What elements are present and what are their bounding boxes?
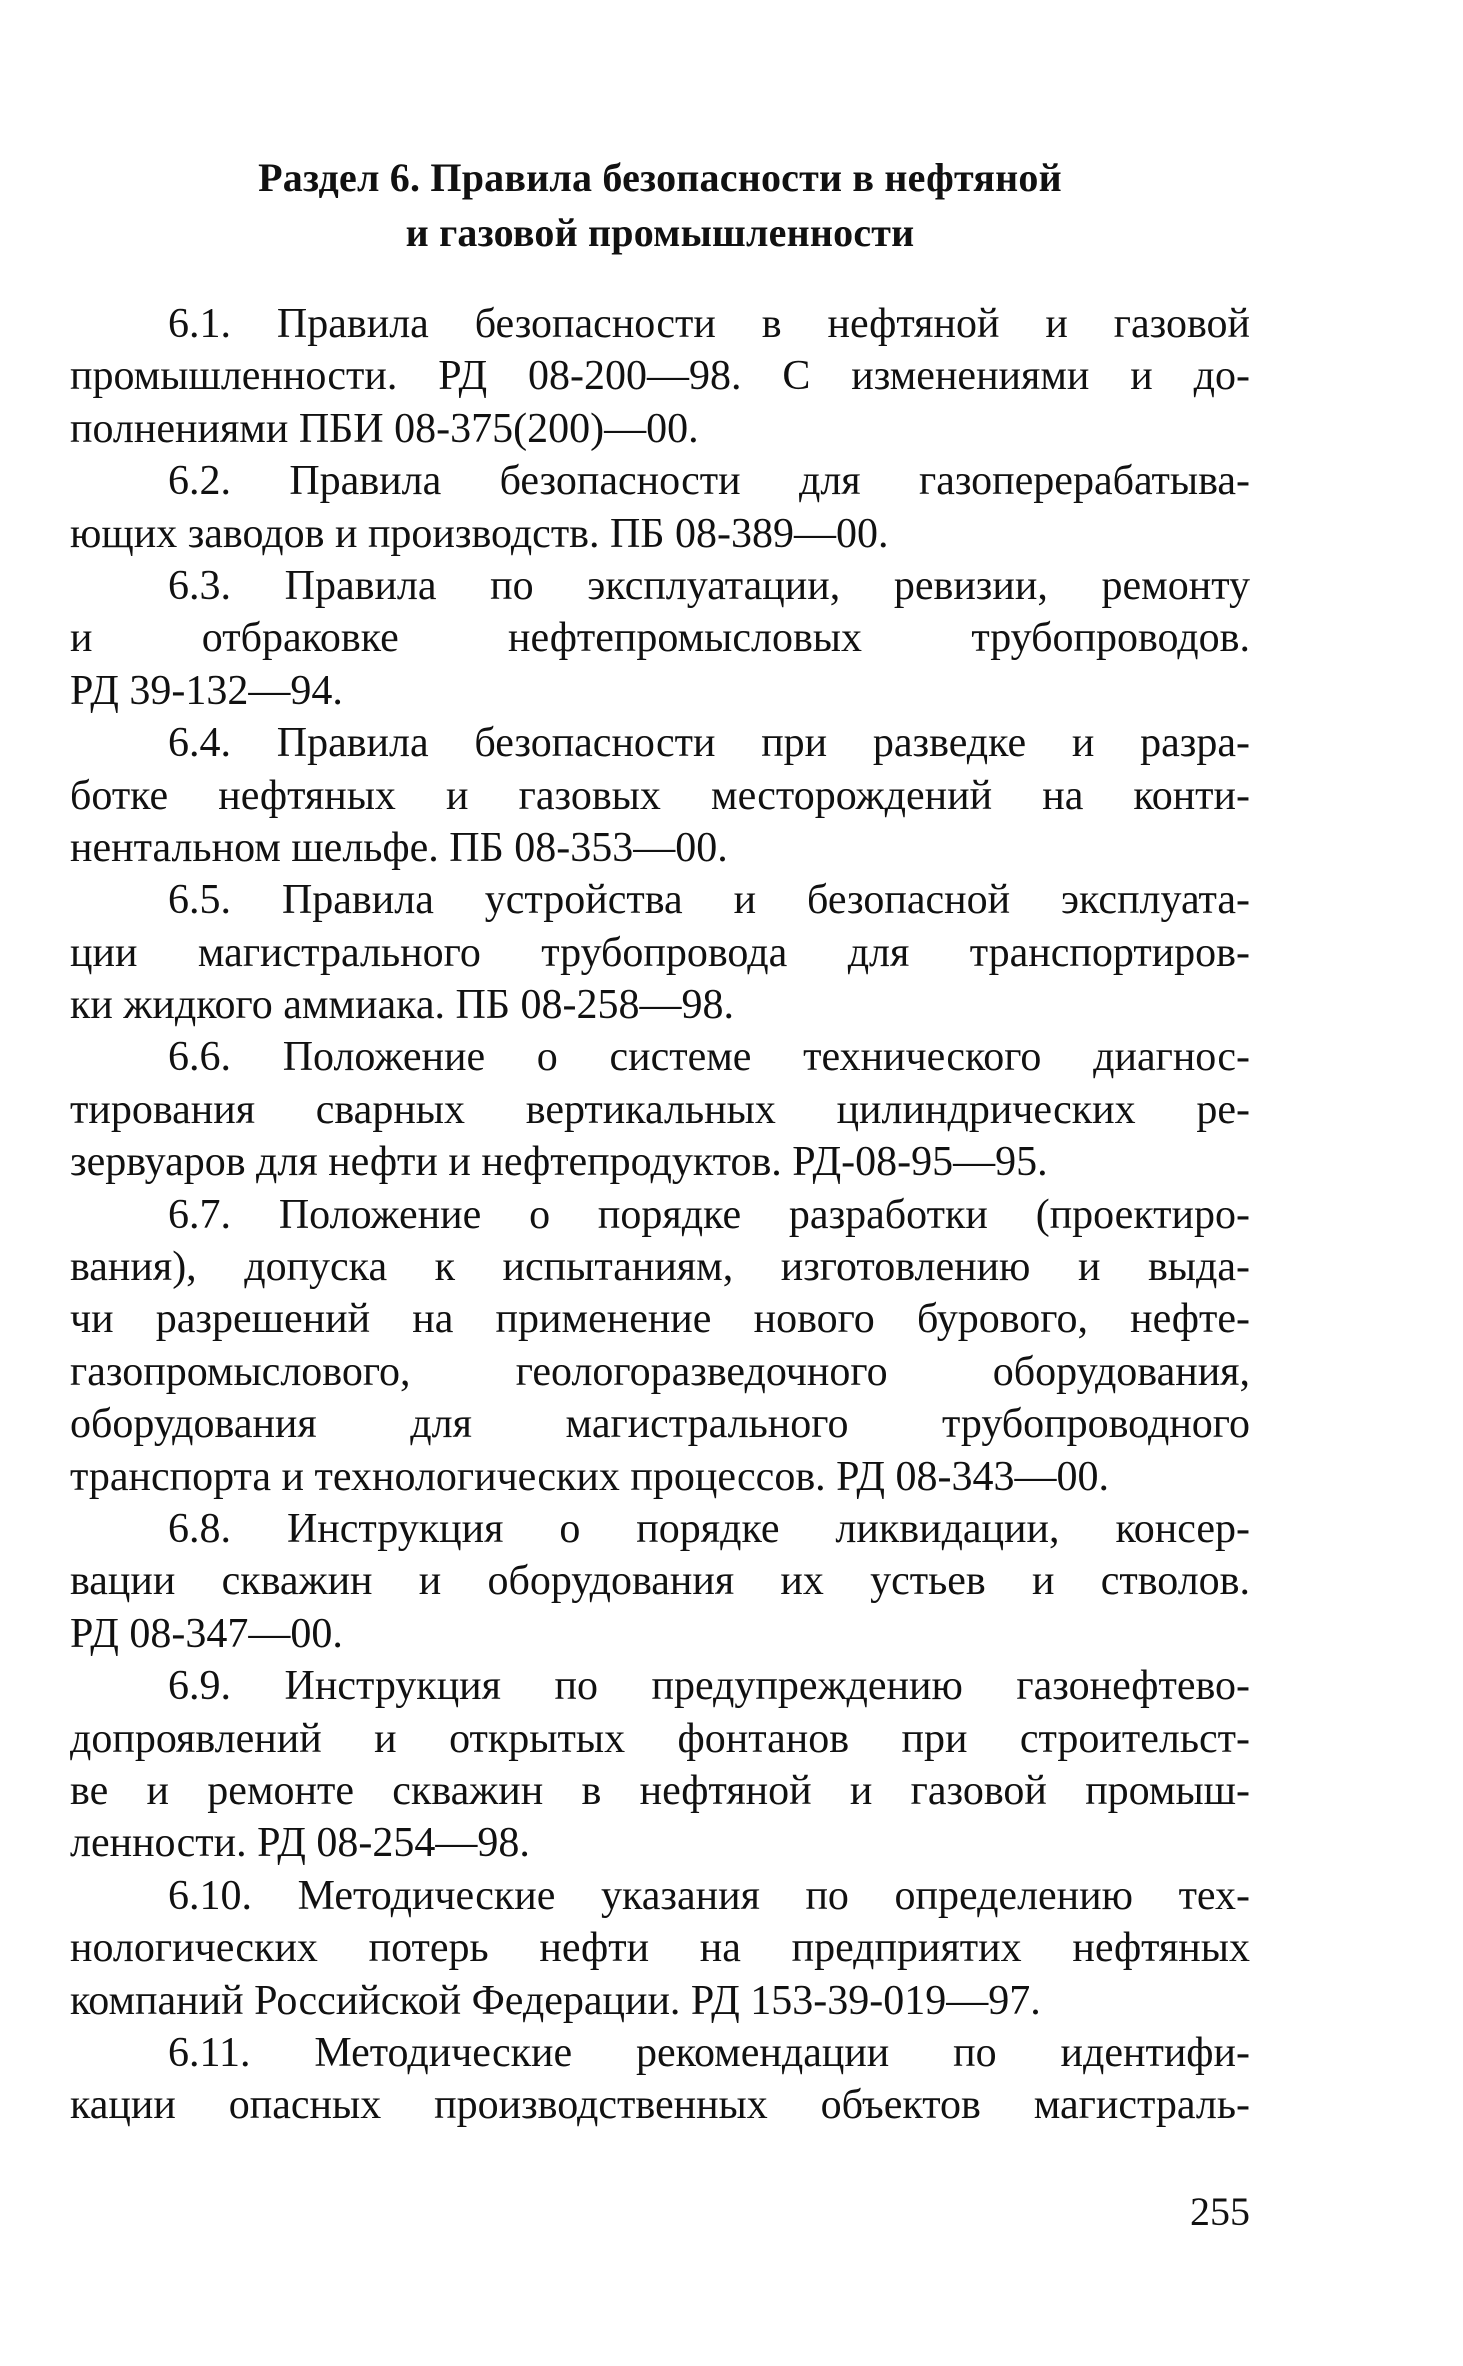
section-heading-line-2: и газовой промышленности — [405, 210, 915, 255]
list-item-6-11 — [70, 2027, 1250, 2132]
entry-line: нологических потерь нефти на предприятих нефтяных — [70, 1925, 1250, 1972]
entry-line: и отбраковке нефтепромысловых трубопроводов. — [70, 615, 1250, 662]
entry-line: 6.2. Правила безопасности для газоперерабатыва- — [168, 458, 1250, 505]
list-item-6-9 — [70, 1660, 1250, 1870]
entry-line: оборудования для магистрального трубопроводного — [70, 1401, 1250, 1448]
list-item-6-5 — [70, 874, 1250, 1031]
list-item-6-3 — [70, 560, 1250, 717]
entry-line: 6.11. Методические рекомендации по идентифи- — [168, 2029, 1250, 2076]
entry-line: РД 39-132—94. — [70, 667, 343, 714]
entry-line: ющих заводов и производств. ПБ 08-389—00. — [70, 510, 889, 557]
entry-line: 6.7. Положение о порядке разработки (проектиро- — [168, 1191, 1250, 1238]
entry-line: чи разрешений на применение нового бурового, нефте- — [70, 1296, 1250, 1343]
list-item-6-7 — [70, 1189, 1250, 1503]
list-item-6-4 — [70, 717, 1250, 874]
entry-line: полнениями ПБИ 08-375(200)—00. — [70, 405, 699, 452]
list-item-6-8 — [70, 1503, 1250, 1660]
entry-line: 6.3. Правила по эксплуатации, ревизии, ремонту — [168, 562, 1250, 609]
entry-line: 6.6. Положение о системе технического диагнос- — [168, 1034, 1250, 1081]
entry-line: зервуаров для нефти и нефтепродуктов. РД-08-95—95. — [70, 1139, 1048, 1186]
entry-line: компаний Российской Федерации. РД 153-39-019—97. — [70, 1977, 1041, 2024]
entry-line: 6.10. Методические указания по определению тех- — [168, 1872, 1250, 1919]
entry-line: вания), допуска к испытаниям, изготовлению и выда- — [70, 1244, 1250, 1291]
entry-line: ленности. РД 08-254—98. — [70, 1820, 530, 1867]
entry-line: 6.5. Правила устройства и безопасной эксплуата- — [168, 877, 1250, 924]
regulations-list — [70, 298, 1250, 2132]
entry-line: РД 08-347—00. — [70, 1610, 343, 1657]
entry-line: тирования сварных вертикальных цилиндрических ре- — [70, 1086, 1250, 1133]
entry-line: 6.1. Правила безопасности в нефтяной и газовой — [168, 301, 1250, 347]
entry-line: допроявлений и открытых фонтанов при строительст- — [70, 1715, 1250, 1762]
list-item-6-10 — [70, 1870, 1250, 2027]
list-item-6-6 — [70, 1031, 1250, 1188]
page-number: 255 — [1190, 2189, 1250, 2234]
entry-line: ки жидкого аммиака. ПБ 08-258—98. — [70, 982, 734, 1029]
list-item-6-1 — [70, 298, 1250, 455]
entry-line: 6.9. Инструкция по предупреждению газонефтево- — [168, 1663, 1250, 1710]
entry-line: нентальном шельфе. ПБ 08-353—00. — [70, 824, 728, 871]
entry-line: транспорта и технологических процессов. РД 08-343—00. — [70, 1453, 1109, 1500]
entry-line: газопромыслового, геологоразведочного оборудования, — [70, 1348, 1250, 1395]
entry-line: ботке нефтяных и газовых месторождений на конти- — [70, 772, 1250, 819]
entry-line: 6.4. Правила безопасности при разведке и разра- — [168, 720, 1250, 767]
section-heading-line-1: Раздел 6. Правила безопасности в нефтяной — [258, 155, 1062, 200]
section-heading — [70, 150, 1250, 260]
entry-line: вации скважин и оборудования их устьев и стволов. — [70, 1558, 1250, 1605]
entry-line: 6.8. Инструкция о порядке ликвидации, консер- — [168, 1505, 1250, 1552]
entry-line: ции магистрального трубопровода для транспортиров- — [70, 929, 1250, 976]
list-item-6-2 — [70, 455, 1250, 560]
entry-line: ве и ремонте скважин в нефтяной и газовой промыш- — [70, 1767, 1250, 1814]
entry-line: промышленности. РД 08-200—98. С изменениями и до- — [70, 353, 1250, 400]
entry-line: кации опасных производственных объектов магистраль- — [70, 2082, 1250, 2129]
